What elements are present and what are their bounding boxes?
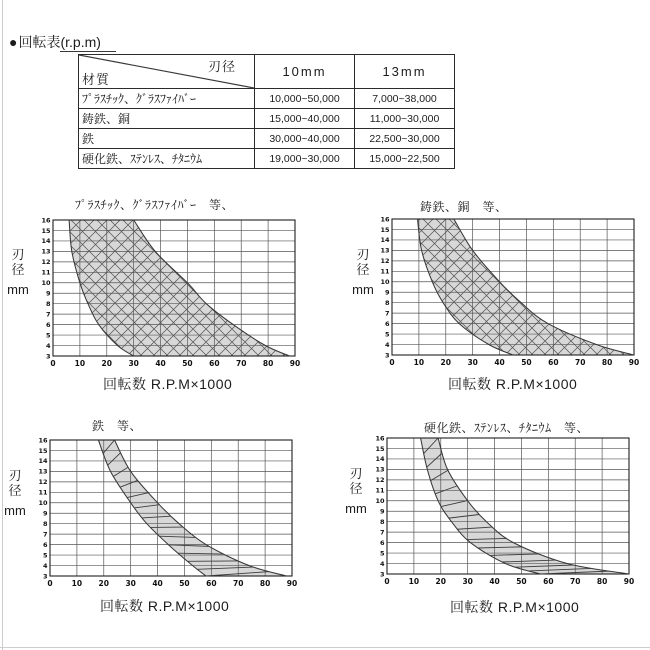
rpm-13mm-cell: 7,000~38,000 — [355, 89, 455, 109]
svg-text:13: 13 — [41, 247, 51, 256]
svg-text:70: 70 — [236, 359, 247, 368]
svg-text:0: 0 — [50, 359, 56, 368]
chart-plot-svg — [37, 212, 305, 376]
svg-text:50: 50 — [516, 577, 527, 586]
svg-text:50: 50 — [182, 359, 193, 368]
svg-text:80: 80 — [601, 358, 613, 367]
y-axis-label: 刃 径 mm — [345, 466, 367, 516]
x-axis-label: 回転数 R.P.M×1000 — [450, 599, 580, 615]
rpm-10mm-cell: 10,000~50,000 — [255, 89, 355, 109]
column-header-13mm: 13mm — [355, 55, 455, 89]
svg-text:30: 30 — [125, 579, 136, 588]
svg-text:11: 11 — [41, 268, 51, 277]
svg-text:10: 10 — [74, 359, 86, 368]
svg-text:8: 8 — [42, 519, 48, 528]
x-axis-label: 回転数 R.P.M×1000 — [448, 376, 578, 392]
svg-text:12: 12 — [375, 476, 385, 485]
svg-text:90: 90 — [623, 577, 635, 586]
table-row — [79, 149, 455, 169]
rpm-10mm-cell: 15,000~40,000 — [255, 109, 355, 129]
material-cell: ﾌﾟﾗｽﾁｯｸ、ｸﾞﾗｽﾌｧｲﾊﾞｰ — [79, 89, 255, 109]
svg-text:60: 60 — [206, 579, 217, 588]
svg-text:40: 40 — [494, 358, 505, 367]
chart-title: 鉄 等、 — [92, 419, 143, 433]
svg-text:5: 5 — [42, 551, 48, 560]
rpm-13mm-cell: 15,000~22,500 — [355, 149, 455, 169]
svg-text:13: 13 — [380, 246, 390, 255]
svg-text:3: 3 — [45, 352, 51, 361]
svg-text:4: 4 — [42, 561, 48, 570]
page-title-text: 回転表 — [18, 34, 61, 50]
svg-text:0: 0 — [47, 579, 53, 588]
table-row — [79, 129, 455, 149]
svg-text:8: 8 — [379, 517, 385, 526]
chart-plot-svg — [371, 430, 639, 594]
svg-text:10: 10 — [408, 577, 420, 586]
svg-text:80: 80 — [596, 577, 608, 586]
svg-text:11: 11 — [38, 488, 48, 497]
table-row — [79, 89, 455, 109]
svg-text:3: 3 — [379, 570, 385, 579]
table-row — [79, 109, 455, 129]
svg-text:7: 7 — [42, 530, 48, 539]
y-axis-label: 刃 径 mm — [4, 468, 26, 518]
svg-text:12: 12 — [41, 258, 51, 267]
svg-text:90: 90 — [289, 359, 301, 368]
column-header-10mm: 10mm — [255, 55, 355, 89]
y-axis-label: 刃 径 mm — [352, 247, 374, 297]
page-title-rpm-note: (r.p.m) — [60, 34, 115, 52]
svg-text:70: 70 — [570, 577, 581, 586]
x-axis-label: 回転数 R.P.M×1000 — [100, 598, 230, 614]
chart-iron — [0, 415, 330, 625]
svg-text:50: 50 — [521, 358, 532, 367]
svg-text:40: 40 — [152, 579, 163, 588]
svg-text:13: 13 — [375, 465, 385, 474]
svg-text:15: 15 — [380, 225, 390, 234]
chart-title: ﾌﾟﾗｽﾁｯｸ、ｸﾞﾗｽﾌｧｲﾊﾞｰ 等、 — [75, 198, 235, 212]
table-corner-cell — [79, 55, 255, 89]
svg-text:6: 6 — [45, 320, 51, 329]
material-cell: 鉄 — [79, 129, 255, 149]
svg-text:9: 9 — [379, 507, 385, 516]
svg-text:0: 0 — [384, 577, 390, 586]
svg-text:4: 4 — [379, 559, 385, 568]
svg-text:16: 16 — [41, 216, 51, 225]
svg-text:4: 4 — [45, 341, 51, 350]
chart-hardened-steel-stainless-titanium — [339, 413, 650, 623]
rpm-table — [78, 54, 455, 169]
svg-text:80: 80 — [262, 359, 274, 368]
x-axis-label: 回転数 R.P.M×1000 — [103, 376, 233, 392]
svg-text:10: 10 — [41, 279, 51, 288]
rpm-10mm-cell: 30,000~40,000 — [255, 129, 355, 149]
rpm-13mm-cell: 22,500~30,000 — [355, 129, 455, 149]
svg-text:10: 10 — [380, 278, 390, 287]
svg-text:12: 12 — [38, 478, 48, 487]
svg-text:15: 15 — [38, 446, 48, 455]
svg-text:20: 20 — [440, 358, 451, 367]
svg-text:30: 30 — [467, 358, 478, 367]
svg-text:60: 60 — [209, 359, 220, 368]
svg-text:15: 15 — [41, 226, 51, 235]
chart-cast-iron-copper — [339, 195, 650, 405]
table-header-row — [79, 55, 455, 89]
svg-text:60: 60 — [543, 577, 554, 586]
svg-text:6: 6 — [379, 538, 385, 547]
header-material: 材質 — [82, 72, 111, 87]
svg-text:90: 90 — [286, 579, 298, 588]
svg-text:14: 14 — [41, 237, 51, 246]
svg-text:8: 8 — [384, 298, 390, 307]
chart-title: 硬化鉄、ｽﾃﾝﾚｽ、ﾁﾀﾆｳﾑ 等、 — [424, 421, 590, 435]
chart-plot-svg — [376, 211, 644, 375]
svg-text:4: 4 — [384, 340, 390, 349]
svg-text:70: 70 — [575, 358, 586, 367]
svg-text:12: 12 — [380, 257, 390, 266]
svg-text:10: 10 — [38, 499, 48, 508]
material-cell: 硬化鉄、ｽﾃﾝﾚｽ、ﾁﾀﾆｳﾑ — [79, 149, 255, 169]
svg-text:50: 50 — [179, 579, 190, 588]
svg-text:5: 5 — [384, 330, 390, 339]
svg-text:90: 90 — [628, 358, 640, 367]
chart-title: 鋳鉄、銅 等、 — [420, 200, 508, 214]
svg-text:30: 30 — [128, 359, 139, 368]
svg-text:70: 70 — [233, 579, 244, 588]
svg-text:3: 3 — [384, 351, 390, 360]
material-cell: 鋳鉄、銅 — [79, 109, 255, 129]
svg-text:80: 80 — [259, 579, 271, 588]
svg-text:16: 16 — [375, 434, 385, 443]
svg-text:8: 8 — [45, 299, 51, 308]
svg-text:20: 20 — [98, 579, 109, 588]
svg-text:6: 6 — [42, 540, 48, 549]
svg-text:20: 20 — [101, 359, 112, 368]
svg-text:7: 7 — [45, 310, 51, 319]
page-title — [9, 32, 116, 52]
rpm-10mm-cell: 19,000~30,000 — [255, 149, 355, 169]
svg-text:10: 10 — [71, 579, 83, 588]
svg-text:7: 7 — [379, 528, 385, 537]
svg-text:30: 30 — [462, 577, 473, 586]
rpm-13mm-cell: 11,000~30,000 — [355, 109, 455, 129]
svg-text:14: 14 — [380, 236, 390, 245]
scan-edge-bottom — [0, 647, 650, 648]
svg-text:6: 6 — [384, 319, 390, 328]
svg-text:10: 10 — [375, 497, 385, 506]
svg-text:20: 20 — [435, 577, 446, 586]
chart-plot-svg — [34, 432, 302, 596]
chart-plastic-glassfiber — [0, 195, 330, 405]
header-blade-diameter: 刃径 — [207, 59, 236, 74]
svg-text:10: 10 — [413, 358, 425, 367]
svg-text:14: 14 — [375, 455, 385, 464]
svg-text:3: 3 — [42, 572, 48, 581]
svg-text:11: 11 — [375, 486, 385, 495]
svg-text:5: 5 — [379, 549, 385, 558]
bullet-icon: ● — [9, 34, 18, 50]
svg-text:7: 7 — [384, 309, 390, 318]
svg-text:0: 0 — [389, 358, 395, 367]
y-axis-label: 刃 径 mm — [7, 247, 29, 297]
svg-text:16: 16 — [380, 215, 390, 224]
svg-text:40: 40 — [489, 577, 500, 586]
svg-text:13: 13 — [38, 467, 48, 476]
svg-text:60: 60 — [548, 358, 559, 367]
svg-text:16: 16 — [38, 436, 48, 445]
svg-text:14: 14 — [38, 457, 48, 466]
svg-text:11: 11 — [380, 267, 390, 276]
svg-text:15: 15 — [375, 444, 385, 453]
svg-text:5: 5 — [45, 331, 51, 340]
svg-text:9: 9 — [384, 288, 390, 297]
svg-text:40: 40 — [155, 359, 166, 368]
svg-text:9: 9 — [42, 509, 48, 518]
svg-text:9: 9 — [45, 289, 51, 298]
